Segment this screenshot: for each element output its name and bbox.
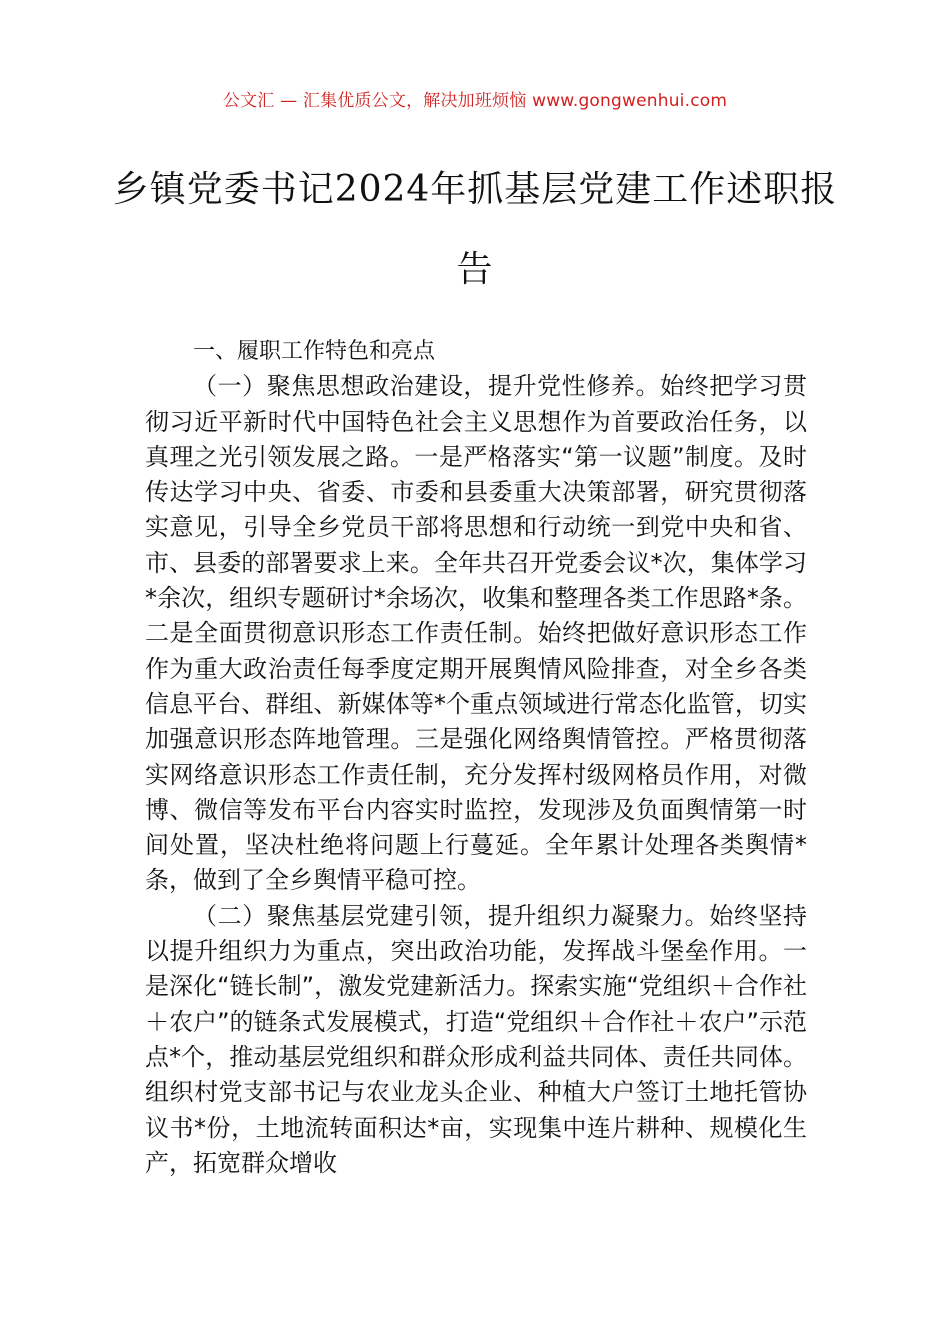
paragraph: （二）聚焦基层党建引领，提升组织力凝聚力。始终坚持以提升组织力为重点，突出政治功能，发挥战斗堡垒作用。一是深化“链长制”，激发党建新活力。探索实施“党组织＋合作社＋农户”的链条式发展模式，打造“党组织＋合作社＋农户”示范点*个，推动基层党组织和群众形成利益共同体、责任共同体。组织村党支部书记与农业龙头企业、种植大户签订土地托管协议书*份，土地流转面积达*亩，实现集中连片耕种、规模化生产，拓宽群众增收 (145, 901, 807, 1177)
document-title: 乡镇党委书记2024年抓基层党建工作述职报告 (112, 169, 838, 290)
watermark-header: 公文汇 — 汇集优质公文，解决加班烦恼 www.gongwenhui.com (222, 91, 728, 111)
document-body (145, 334, 807, 1181)
paragraph: （一）聚焦思想政治建设，提升党性修养。始终把学习贯彻习近平新时代中国特色社会主义思想作为首要政治任务，以真理之光引领发展之路。一是严格落实“第一议题”制度。及时传达学习中央、省委、市委和县委重大决策部署，研究贯彻落实意见，引导全乡党员干部将思想和行动统一到党中央和省、市、县委的部署要求上来。全年共召开党委会议*次，集体学习*余次，组织专题研讨*余场次，收集和整理各类工作思路*条。二是全面贯彻意识形态工作责任制。始终把做好意识形态工作作为重大政治责任每季度定期开展舆情风险排查，对全乡各类信息平台、群组、新媒体等*个重点领域进行常态化监管，切实加强意识形态阵地管理。三是强化网络舆情管控。严格贯彻落实网络意识形态工作责任制，充分发挥村级网格员作用，对微博、微信等发布平台内容实时监控，发现涉及负面舆情第一时间处置，坚决杜绝将问题上行蔓延。全年累计处理各类舆情*条，做到了全乡舆情平稳可控。 (145, 372, 807, 895)
section-heading: 一、履职工作特色和亮点 (193, 339, 436, 364)
